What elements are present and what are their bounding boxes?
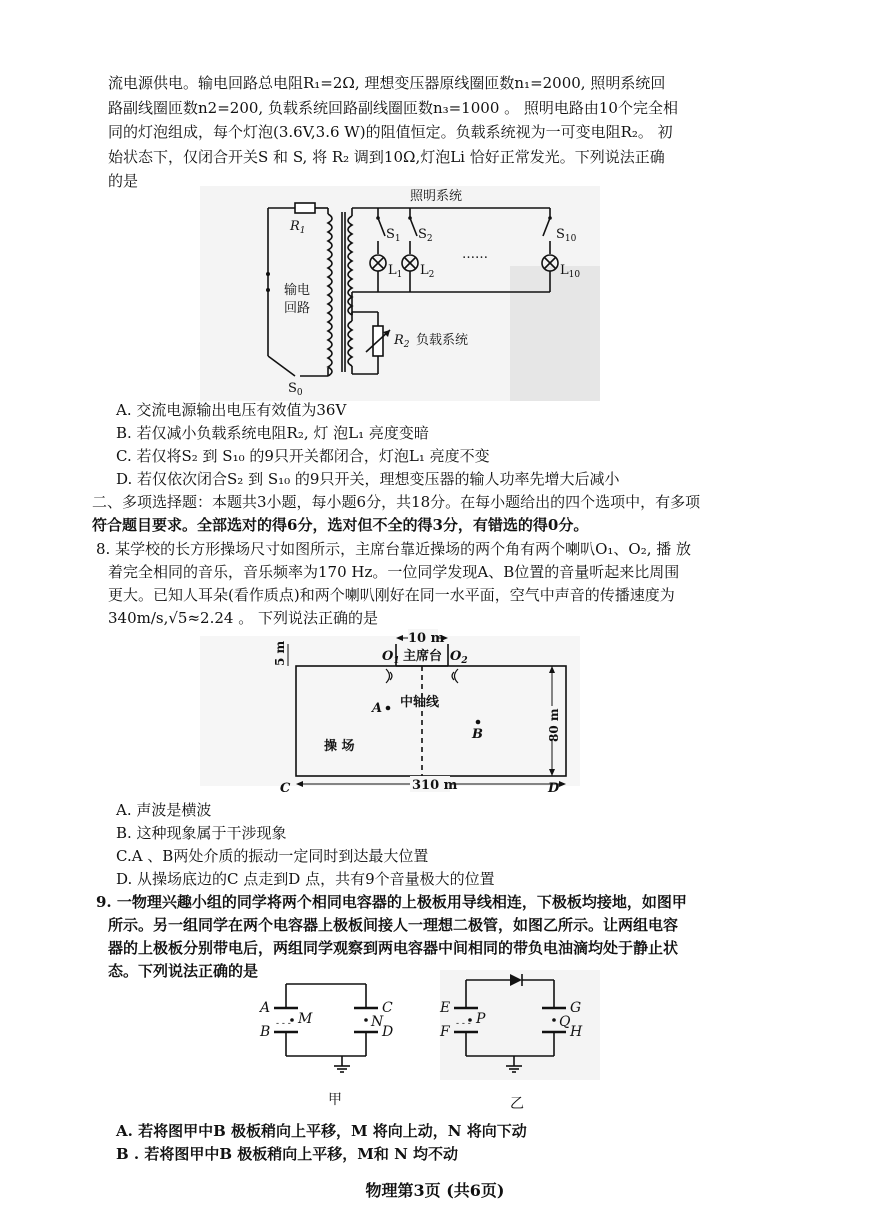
q7-stem-line-2: 路副线圈匝数n2=200, 负载系统回路副线圈匝数n₃=1000 。 照明电路由10个完全相 — [108, 99, 678, 117]
q7-option-a: A. 交流电源输出电压有效值为36V — [116, 401, 347, 419]
plate-c-label: C — [382, 1000, 393, 1016]
page-footer: 物理第3页 (共6页) — [365, 1181, 505, 1200]
svg-text:- - -: - - - — [456, 1019, 471, 1029]
dim-10m-label: 10 m — [408, 631, 445, 646]
q9-capacitor-figure — [250, 970, 610, 1112]
droplet-q-label: Q — [559, 1014, 571, 1030]
load-system-label: 负载系统 — [416, 333, 469, 348]
q8-option-b: B. 这种现象属于干涉现象 — [116, 824, 287, 842]
r2-label: $R_2$ — [394, 333, 410, 350]
s10-label: $S_{10}$ — [556, 227, 577, 244]
point-d-label: D — [548, 781, 560, 796]
q9-stem-line-1: 9. 一物理兴趣小组的同学将两个相同电容器的上极板用导线相连，下极板均接地，如图甲 — [96, 893, 687, 911]
l10-label: $L_{10}$ — [560, 263, 581, 280]
q7-option-b: B. 若仅减小负载系统电阻R₂, 灯 泡L₁ 亮度变暗 — [116, 424, 429, 442]
q9-option-a: A. 若将图甲中B 极板稍向上平移，M 将向上动，N 将向下动 — [116, 1122, 527, 1140]
q7-stem-line-4: 始状态下，仅闭合开关S 和 S, 将 R₂ 调到10Ω,灯泡Li 恰好正常发光。下列说法正确 — [108, 148, 665, 166]
point-a-label: A — [372, 701, 383, 716]
q7-stem-line-3: 同的灯泡组成，每个灯泡(3.6V,3.6 W)的阻值恒定。负载系统视为一可变电阻R₂。 初 — [108, 123, 673, 141]
plate-h-label: H — [570, 1024, 583, 1040]
transmission-label-1: 输电 — [284, 283, 311, 298]
q8-playground-figure — [200, 626, 580, 798]
plate-d-label: D — [382, 1024, 394, 1040]
droplet-m-label: M — [298, 1011, 313, 1027]
droplet-p-label: P — [476, 1011, 486, 1027]
plate-g-label: G — [570, 1000, 582, 1016]
q8-stem-line-3: 更大。已知人耳朵(看作质点)和两个喇叭刚好在同一水平面，空气中声音的传播速度为 — [108, 586, 675, 604]
q8-stem-line-2: 着完全相同的音乐，音乐频率为170 Hz。一位同学发现A、B位置的音量听起来比周围 — [108, 563, 680, 581]
q8-stem-line-1: 8. 某学校的长方形操场尺寸如图所示，主席台靠近操场的两个角有两个喇叭O₁、O₂, 播 放 — [96, 540, 692, 558]
q7-option-d: D. 若仅依次闭合S₂ 到 S₁₀ 的9只开关，理想变压器的输人功率先增大后减小 — [116, 470, 620, 488]
q9-stem-line-4: 态。下列说法正确的是 — [108, 962, 259, 980]
dim-5m-label: 5 m — [273, 640, 287, 666]
transmission-label-2: 回路 — [284, 301, 311, 316]
plate-e-label: E — [440, 1000, 451, 1016]
q8-option-a: A. 声波是横波 — [116, 801, 212, 819]
figure-yi-label: 乙 — [510, 1096, 524, 1112]
dim-310m-label: 310 m — [412, 778, 458, 793]
q7-option-c: C. 若仅将S₂ 到 S₁₀ 的9只开关都闭合，灯泡L₁ 亮度不变 — [116, 447, 490, 465]
q9-option-b: B . 若将图甲中B 极板稍向上平移，M和 N 均不动 — [116, 1145, 459, 1163]
q8-option-d: D. 从操场底边的C 点走到D 点，共有9个音量极大的位置 — [116, 870, 495, 888]
section-2-header-line-1: 二、多项选择题：本题共3小题，每小题6分，共18分。在每小题给出的四个选项中，有多项 — [92, 493, 701, 511]
field-label: 操 场 — [324, 739, 355, 754]
figure-jia-label: 甲 — [328, 1092, 342, 1108]
o1-label: $O_1$ — [382, 649, 400, 666]
plate-a-label: A — [260, 1000, 271, 1016]
q7-circuit-figure — [200, 186, 600, 401]
plate-b-label: B — [260, 1024, 271, 1040]
plate-f-label: F — [440, 1024, 450, 1040]
s0-label: $S_0$ — [288, 381, 303, 398]
section-2-header-line-2: 符合题目要求。全部选对的得6分，选对但不全的得3分，有错选的得0分。 — [92, 516, 589, 534]
lighting-system-label: 照明系统 — [410, 189, 463, 204]
q8-option-c: C.A 、B两处介质的振动一定同时到达最大位置 — [116, 847, 429, 865]
r1-label: $R_1$ — [290, 219, 306, 236]
center-axis-label: 中轴线 — [400, 695, 440, 710]
q8-stem-line-4: 340m/s,√5≈2.24 。 下列说法正确的是 — [108, 609, 378, 627]
o2-label: $O_2$ — [450, 649, 468, 666]
s1-label: $S_1$ — [386, 227, 401, 244]
l1-label: $L_1$ — [388, 263, 403, 280]
l2-label: $L_2$ — [420, 263, 435, 280]
q7-stem-line-1: 流电源供电。输电回路总电阻R₁=2Ω, 理想变压器原线圈匝数n₁=2000, 照明系统回 — [108, 74, 666, 92]
dim-80m-label: 80 m — [547, 708, 561, 742]
ellipsis-label: …… — [462, 247, 488, 262]
droplet-n-label: N — [371, 1014, 384, 1030]
point-b-label: B — [472, 727, 483, 742]
q9-stem-line-2: 所示。另一组同学在两个电容器上极板间接人一理想二极管，如图乙所示。让两组电容 — [108, 916, 679, 934]
s2-label: $S_2$ — [418, 227, 433, 244]
q7-stem-line-5: 的是 — [108, 172, 139, 190]
q9-stem-line-3: 器的上极板分别带电后，两组同学观察到两电容器中间相同的带负电油滴均处于静止状 — [108, 939, 679, 957]
stage-label: 主席台 — [403, 649, 443, 664]
point-c-label: C — [280, 781, 291, 796]
svg-text:- - -: - - - — [276, 1019, 291, 1029]
